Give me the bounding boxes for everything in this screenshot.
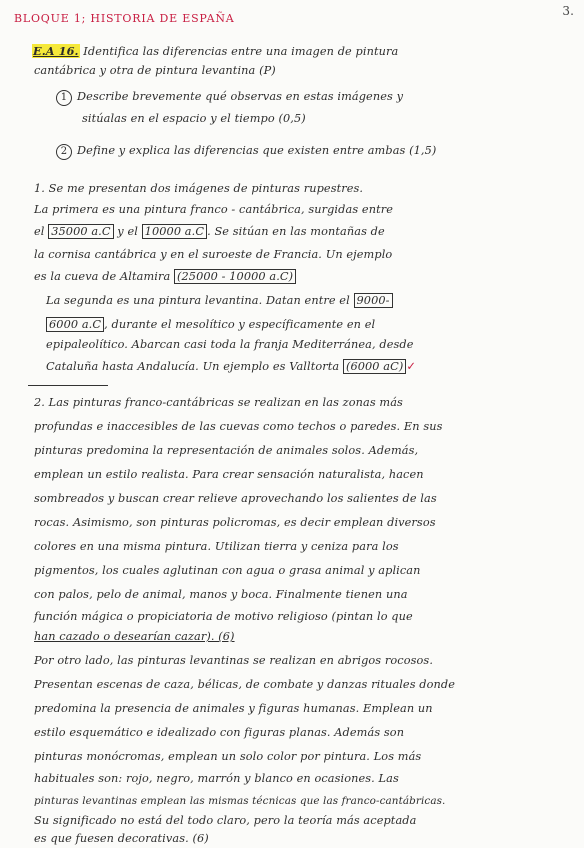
answer1-line-4: la cornisa cantábrica y en el suroeste de Francia. Un ejemplo xyxy=(34,248,393,261)
item-1-line-1: Describe brevemente qué observas en estas imágenes y xyxy=(77,90,404,103)
question-item-2 xyxy=(56,144,436,160)
answer1-line-7: 6000 a.C , durante el mesolítico y específicamente en el xyxy=(46,318,375,332)
section-divider xyxy=(28,385,108,386)
item-2-line-1: Define y explica las diferencias que existen entre ambas (1,5) xyxy=(77,144,437,157)
item-number-1: 1 xyxy=(56,90,72,106)
answer2-line: función mágica o propiciatoria de motivo religioso (pintan lo que xyxy=(34,610,413,623)
question-text-1: Identifica las diferencias entre una imagen de pintura xyxy=(79,45,399,58)
date-box-5: (6000 aC) xyxy=(343,359,406,374)
date-box-4a: 9000- xyxy=(354,293,393,308)
answer2-line: pinturas levantinas emplean las mismas técnicas que las franco-cantábricas. xyxy=(34,795,446,807)
answer2-line: Su significado no está del todo claro, pero la teoría más aceptada xyxy=(34,814,417,827)
answer1-line-8: epipaleolítico. Abarcan casi toda la franja Mediterránea, desde xyxy=(46,338,414,351)
answer2-line: emplean un estilo realista. Para crear sensación naturalista, hacen xyxy=(34,468,424,481)
answer2-line: es que fuesen decorativas. (6) xyxy=(34,832,209,845)
item-1-line-2: sitúalas en el espacio y el tiempo (0,5) xyxy=(82,112,306,125)
question-line-2: cantábrica y otra de pintura levantina (P) xyxy=(34,64,276,77)
answer2-line: habituales son: rojo, negro, marrón y blanco en ocasiones. Las xyxy=(34,772,399,785)
answer2-line: han cazado o desearían cazar). (6) xyxy=(34,630,235,643)
answer2-line: rocas. Asimismo, son pinturas policromas, es decir emplean diversos xyxy=(34,516,436,529)
answer1-line-9: Cataluña hasta Andalucía. Un ejemplo es Valltorta (6000 aC) ✓ xyxy=(46,360,416,373)
answer1-line-5: es la cueva de Altamira (25000 - 10000 a.C) xyxy=(34,270,296,284)
check-mark: ✓ xyxy=(406,360,416,373)
answer2-line: pigmentos, los cuales aglutinan con agua o grasa animal y aplican xyxy=(34,564,421,577)
answer1-line-2: La primera es una pintura franco - cantábrica, surgidas entre xyxy=(34,203,393,216)
answer1-line-1: 1. Se me presentan dos imágenes de pinturas rupestres. xyxy=(34,182,364,195)
question-line-1 xyxy=(32,44,398,59)
answer2-line: colores en una misma pintura. Utilizan tierra y ceniza para los xyxy=(34,540,399,553)
answer2-line: estilo esquemático e idealizado con figuras planas. Además son xyxy=(34,726,405,739)
answer2-line: predomina la presencia de animales y figuras humanas. Emplean un xyxy=(34,702,433,715)
question-item-1 xyxy=(56,90,403,106)
answer2-line: pinturas monócromas, emplean un solo color por pintura. Los más xyxy=(34,750,422,763)
answer2-line: 2. Las pinturas franco-cantábricas se realizan en las zonas más xyxy=(34,396,403,409)
date-box-2: 10000 a.C xyxy=(142,224,207,239)
answer2-line: profundas e inaccesibles de las cuevas como techos o paredes. En sus xyxy=(34,420,443,433)
answer2-line: con palos, pelo de animal, manos y boca. Finalmente tienen una xyxy=(34,588,408,601)
date-box-4b: 6000 a.C xyxy=(46,317,104,332)
answer1-line-3: el 35000 a.C y el 10000 a.C . Se sitúan en las montañas de xyxy=(34,225,385,238)
answer2-line: Por otro lado, las pinturas levantinas se realizan en abrigos rocosos. xyxy=(34,654,434,667)
question-label: E.A 16. xyxy=(33,44,79,58)
item-number-2: 2 xyxy=(56,144,72,160)
page-number: 3. xyxy=(562,4,574,18)
page-title: BLOQUE 1; HISTORIA DE ESPAÑA xyxy=(14,12,235,25)
date-box-1: 35000 a.C xyxy=(48,224,113,239)
date-box-3: (25000 - 10000 a.C) xyxy=(174,269,296,284)
answer1-line-6: La segunda es una pintura levantina. Datan entre el 9000- xyxy=(46,294,393,308)
answer2-line: Presentan escenas de caza, bélicas, de combate y danzas rituales donde xyxy=(34,678,456,691)
answer2-line: pinturas predomina la representación de animales solos. Además, xyxy=(34,444,419,457)
answer2-line: sombreados y buscan crear relieve aprovechando los salientes de las xyxy=(34,492,437,505)
